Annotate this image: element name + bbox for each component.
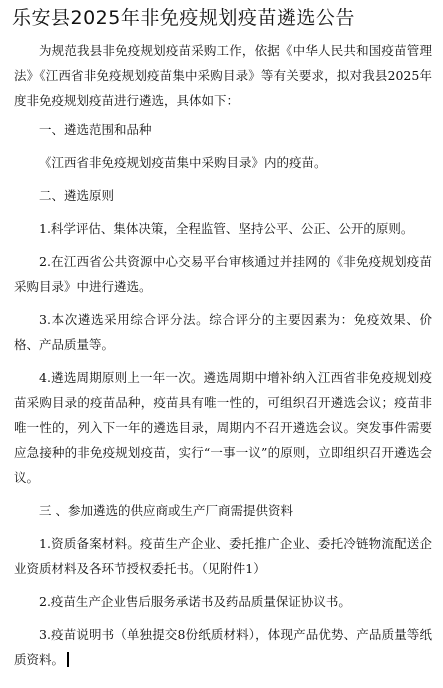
document-body (14, 34, 432, 672)
section-3-item-2: 2.疫苗生产企业售后服务承诺书及药品质量保证协议书。 (39, 594, 351, 609)
section-2-heading: 二、遴选原则 (39, 188, 115, 203)
text-cursor (67, 652, 69, 667)
section-3-item-3 (14, 622, 432, 672)
section-2-item-4: 4.遴选周期原则上一年一次。遴选周期中增补纳入江西省非免疫规划疫苗采购目录的疫苗品种，疫苗具有唯一性的，可组织召开遴选会议；疫苗非唯一性的，列入下一年的遴选目录，周期内不召开遴选会议。突发事件需要应急接种的非免疫规划疫苗，实行“一事一议”的原则，立即组织召开遴选会议。 (14, 370, 432, 485)
section-1-text: 《江西省非免疫规划疫苗集中采购目录》内的疫苗。 (39, 155, 327, 170)
section-2-item-2: 2.在江西省公共资源中心交易平台审核通过并挂网的《非免疫规划疫苗采购目录》中进行遴选。 (14, 254, 432, 294)
section-1-heading: 一、遴选范围和品种 (39, 122, 152, 137)
section-3-heading: 三 、参加遴选的供应商或生产厂商需提供资料 (39, 503, 293, 518)
intro-paragraph: 为规范我县非免疫规划疫苗采购工作，依据《中华人民共和国疫苗管理法》《江西省非免疫规划疫苗集中采购目录》等有关要求，拟对我县2025年度非免疫规划疫苗进行遴选，具体如下： (14, 43, 432, 108)
section-3-item-3-text: 3.疫苗说明书（单独提交8份纸质材料），体现产品优势、产品质量等纸质资料。 (14, 627, 432, 667)
section-2-item-1: 1.科学评估、集体决策，全程监管、坚持公平、公正、公开的原则。 (39, 221, 414, 236)
document-title: 乐安县2025年非免疫规划疫苗遴选公告 (12, 7, 355, 29)
section-2-item-3: 3.本次遴选采用综合评分法。综合评分的主要因素为：免疫效果、价格、产品质量等。 (14, 312, 432, 352)
section-3-item-1: 1.资质备案材料。疫苗生产企业、委托推广企业、委托冷链物流配送企业资质材料及各环节授权委托书。（见附件1） (14, 536, 432, 576)
